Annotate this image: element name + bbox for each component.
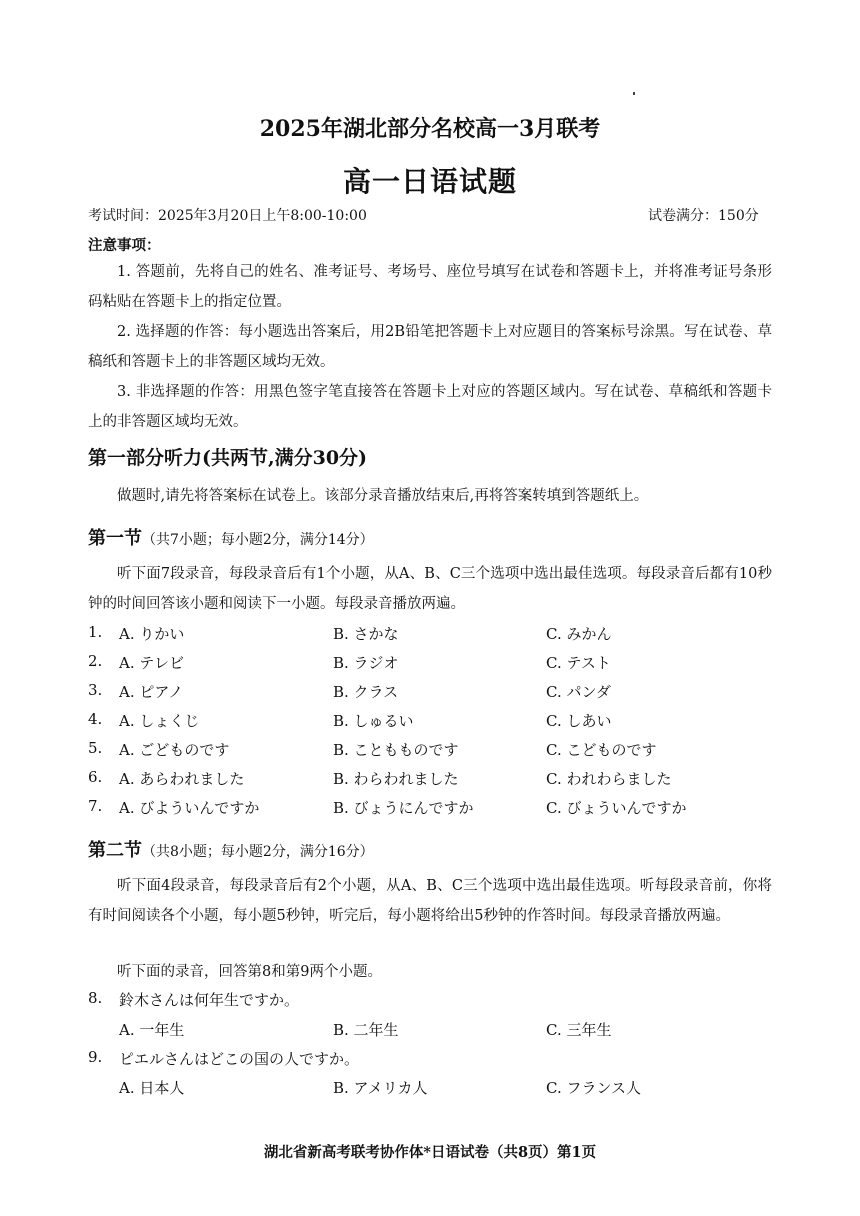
question-number: 6.	[88, 768, 103, 786]
option-c: C. フランス人	[546, 1079, 642, 1097]
option-row	[88, 1077, 788, 1106]
question-row	[88, 681, 788, 710]
note-item-2: 2. 选择题的作答：每小题选出答案后，用2B铅笔把答题卡上对应题目的答案标号涂黑。写在试卷、草稿纸和答题卡上的非答题区域均无效。	[88, 324, 772, 370]
scan-mark	[633, 92, 635, 95]
option-c: C. こどものです	[546, 741, 657, 759]
option-c: C. びょういんですか	[546, 799, 687, 817]
full-score: 试卷满分：150分	[648, 208, 759, 224]
question-number: 8.	[88, 989, 103, 1007]
question-number: 5.	[88, 739, 103, 757]
question-row	[88, 623, 788, 652]
question-row	[88, 710, 788, 739]
option-a: A. 日本人	[119, 1079, 185, 1097]
section1-title: 第一节	[88, 528, 142, 549]
question-number: 7.	[88, 797, 103, 815]
section2-info: （共8小题；每小题2分，满分16分）	[142, 844, 374, 860]
option-c: C. われわらました	[546, 770, 672, 788]
option-c: C. パンダ	[546, 683, 611, 701]
option-a: A. あらわれました	[119, 770, 245, 788]
option-b: B. アメリカ人	[333, 1079, 428, 1097]
question-text: 鈴木さんは何年生ですか。	[119, 991, 300, 1009]
option-row	[88, 1019, 788, 1048]
option-b: B. びょうにんですか	[333, 799, 474, 817]
option-b: B. ラジオ	[333, 654, 399, 672]
section1-info: （共7小题；每小题2分，满分14分）	[142, 532, 374, 548]
question-number: 2.	[88, 652, 103, 670]
section1-heading	[88, 524, 374, 550]
option-b: B. クラス	[333, 683, 399, 701]
question-row	[88, 797, 788, 826]
question-row	[88, 1048, 788, 1077]
option-a: A. りかい	[119, 625, 185, 643]
option-a: A. びよういんですか	[119, 799, 260, 817]
part1-instruction: 做题时,请先将答案标在试卷上。该部分录音播放结束后,再将答案转填到答题纸上。	[117, 488, 649, 504]
option-b: B. 二年生	[333, 1021, 399, 1039]
option-a: A. 一年生	[119, 1021, 185, 1039]
note-item-1: 1. 答题前，先将自己的姓名、准考证号、考场号、座位号填写在试卷和答题卡上，并将准考证号条形码粘贴在答题卡上的指定位置。	[88, 264, 772, 310]
option-c: C. 三年生	[546, 1021, 612, 1039]
section2-heading	[88, 836, 374, 862]
note-item-3: 3. 非选择题的作答：用黑色签字笔直接答在答题卡上对应的答题区域内。写在试卷、草稿纸和答题卡上的非答题区域均无效。	[88, 384, 772, 430]
question-row	[88, 652, 788, 681]
question-number: 3.	[88, 681, 103, 699]
option-c: C. テスト	[546, 654, 611, 672]
part1-heading: 第一部分听力(共两节,满分30分)	[88, 447, 368, 469]
option-b: B. しゅるい	[333, 712, 414, 730]
subject-title: 高一日语试题	[342, 165, 517, 198]
section1-instruction: 听下面7段录音，每段录音后有1个小题，从A、B、C三个选项中选出最佳选项。每段录音后都有10秒钟的时间回答该小题和阅读下一小题。每段录音播放两遍。	[88, 566, 772, 612]
section2-title: 第二节	[88, 840, 142, 861]
option-c: C. しあい	[546, 712, 612, 730]
section2-sub-instruction: 听下面的录音，回答第8和第9两个小题。	[117, 964, 382, 980]
option-c: C. みかん	[546, 625, 612, 643]
question-row	[88, 768, 788, 797]
question-number: 4.	[88, 710, 103, 728]
option-a: A. ピアノ	[119, 683, 184, 701]
option-b: B. さかな	[333, 625, 399, 643]
question-row	[88, 989, 788, 1018]
option-b: B. わらわれました	[333, 770, 459, 788]
notes-heading: 注意事项：	[88, 237, 161, 254]
question-text: ピエルさんはどこの国の人ですか。	[119, 1050, 360, 1068]
question-row	[88, 739, 788, 768]
exam-title: 2025年湖北部分名校高一3月联考	[259, 116, 601, 142]
option-a: A. ごどものです	[119, 741, 230, 759]
option-b: B. こともものです	[333, 741, 459, 759]
option-a: A. テレビ	[119, 654, 185, 672]
option-a: A. しょくじ	[119, 712, 200, 730]
page-footer: 湖北省新高考联考协作体*日语试卷（共8页）第1页	[263, 1144, 597, 1161]
question-number: 1.	[88, 623, 103, 641]
section2-instruction: 听下面4段录音，每段录音后有2个小题，从A、B、C三个选项中选出最佳选项。听每段录音前，你将有时间阅读各个小题，每小题5秒钟，听完后，每小题将给出5秒钟的作答时间。每段录音播放两遍。	[88, 878, 772, 924]
question-number: 9.	[88, 1048, 103, 1066]
exam-time: 考试时间：2025年3月20日上午8:00-10:00	[88, 208, 367, 224]
